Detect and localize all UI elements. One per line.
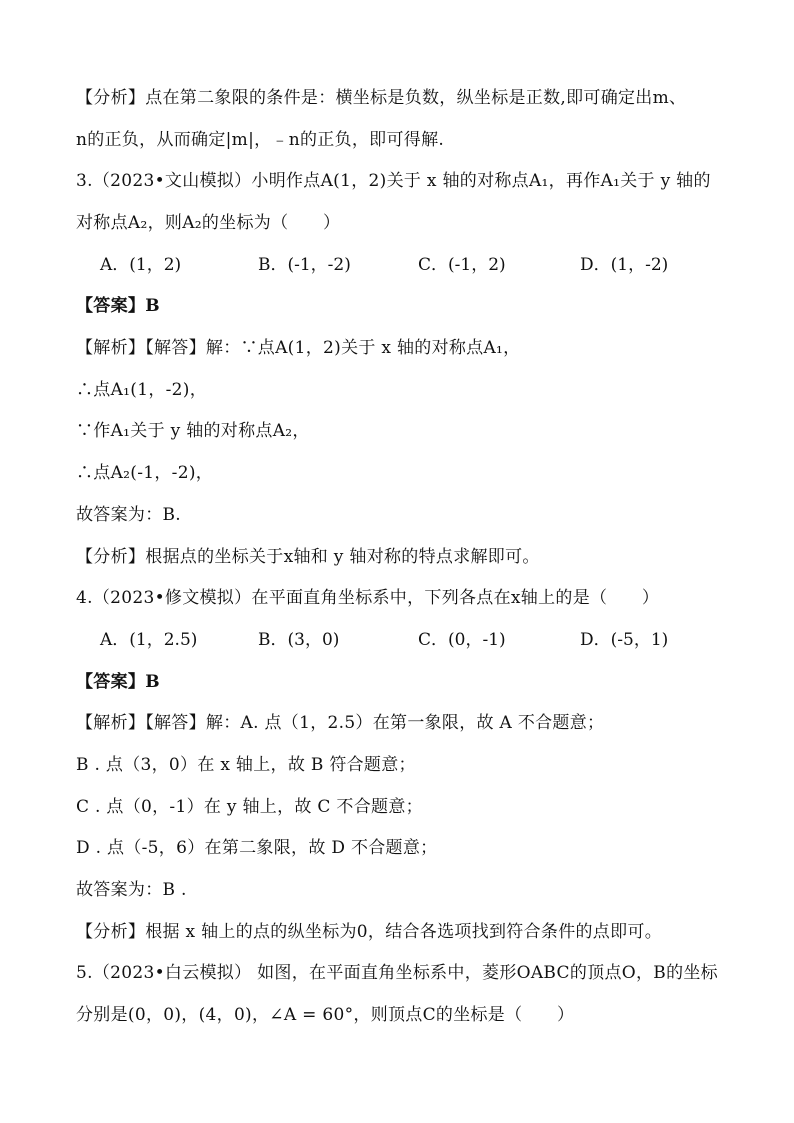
solution-q3-line-4: ∴点A₂(-1，-2)， (76, 463, 214, 483)
q3-option-a: A．(1，2) (100, 255, 182, 275)
analysis-q2-line-2: n的正负，从而确定|m|，﹣n的正负，即可得解. (76, 130, 445, 150)
question-3-options (0, 253, 794, 277)
answer-q4: 【答案】B (76, 672, 160, 692)
solution-q4-line-4: D . 点（-5，6）在第二象限，故 D 不合题意； (76, 838, 438, 858)
answer-q3: 【答案】B (76, 296, 160, 316)
q4-option-b: B．(3，0) (258, 630, 340, 650)
q3-option-b: B．(-1，-2) (258, 255, 351, 275)
solution-q4-line-3: C . 点（0，-1）在 y 轴上，故 C 不合题意； (76, 797, 423, 817)
question-3-line-2: 对称点A₂，则A₂的坐标为（ ） (76, 213, 341, 233)
solution-q3-line-3: ∵作A₁关于 y 轴的对称点A₂， (76, 421, 310, 441)
question-5-line-2: 分别是(0，0)，(4，0)，∠A = 60°，则顶点C的坐标是（ ） (76, 1005, 575, 1025)
q4-option-a: A．(1，2.5) (100, 630, 198, 650)
q3-option-c: C．(-1，2) (418, 255, 506, 275)
analysis-q2-line-1: 【分析】点在第二象限的条件是：横坐标是负数，纵坐标是正数,即可确定出m、 (76, 88, 687, 108)
solution-q3-line-1: 【解析】【解答】解：∵点A(1，2)关于 x 轴的对称点A₁， (76, 338, 521, 358)
q4-option-d: D．(-5，1) (580, 630, 669, 650)
solution-q4-line-2: B . 点（3，0）在 x 轴上，故 B 符合题意； (76, 755, 416, 775)
q3-option-d: D．(1，-2) (580, 255, 669, 275)
q4-option-c: C．(0，-1) (418, 630, 506, 650)
solution-q4-line-5: 故答案为：B . (76, 880, 187, 900)
question-4: 4.（2023•修文模拟）在平面直角坐标系中，下列各点在x轴上的是（ ） (76, 588, 660, 608)
solution-q4-line-1: 【解析】【解答】解：A. 点（1，2.5）在第一象限，故 A 不合题意； (76, 713, 605, 733)
question-3-line-1: 3.（2023•文山模拟）小明作点A(1，2)关于 x 轴的对称点A₁，再作A₁关于 y 轴的 (76, 171, 711, 191)
analysis-q4: 【分析】根据 x 轴上的点的纵坐标为0，结合各选项找到符合条件的点即可。 (76, 922, 663, 942)
analysis-q3: 【分析】根据点的坐标关于x轴和 y 轴对称的特点求解即可。 (76, 547, 540, 567)
solution-q3-line-5: 故答案为：B. (76, 505, 181, 525)
solution-q3-line-2: ∴点A₁(1，-2)， (76, 380, 208, 400)
question-4-options (0, 628, 794, 652)
question-5-line-1: 5.（2023•白云模拟） 如图，在平面直角坐标系中，菱形OABC的顶点O，B的坐标 (76, 963, 718, 983)
